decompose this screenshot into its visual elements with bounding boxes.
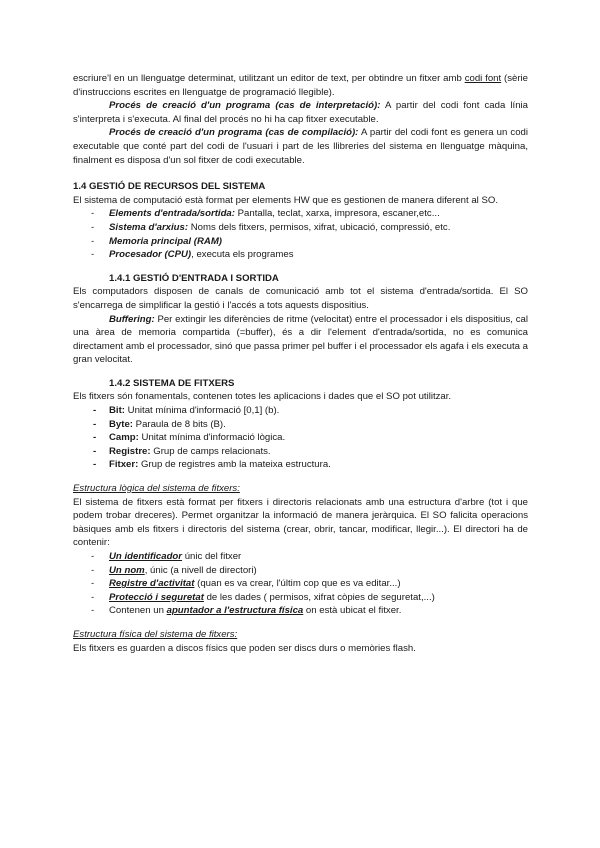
document-page: [73, 72, 528, 655]
item-label: Procesador (CPU): [109, 249, 192, 261]
intro-text: escriure'l en un llenguatge determinat, utilitzant un editor de text, per obtindre un fitxer amb: [73, 73, 465, 84]
item-label: Un identificador: [109, 551, 183, 562]
item-prefix: Contenen un: [109, 605, 167, 617]
bullet-marker: -: [93, 445, 97, 457]
resources-list: [73, 207, 528, 261]
dash-marker: -: [91, 564, 95, 576]
codi-font-term: codi font: [464, 73, 502, 84]
item-text: Unitat mínima d'informació lògica.: [138, 432, 286, 444]
list-item: [91, 550, 528, 564]
list-item: [91, 564, 528, 578]
file-units-list: [73, 404, 528, 472]
item-label: Memoria principal (RAM): [109, 235, 223, 247]
physical-structure-text: Els fitxers es guarden a discos físics que poden ser discs durs o memòries flash.: [73, 642, 416, 654]
item-text: Noms dels fitxers, permisos, xifrat, ubicació, compressió, etc.: [188, 221, 451, 233]
compilation-text: A partir del codi font es genera un codi executable que conté part del codi de l'usuari i part de les llibreries del sistema en llenguatge màquina, finalment es disposa d'un sol fitxer de codi executable.: [73, 127, 529, 166]
compilation-paragraph: [73, 126, 528, 167]
item-label: Byte:: [109, 418, 133, 430]
item-text: Grup de camps relacionats.: [150, 445, 271, 457]
item-text: Unitat mínima d'informació [0,1] (b).: [124, 405, 280, 417]
bullet-marker: -: [93, 405, 97, 417]
buffering-label: Buffering:: [109, 313, 155, 325]
dash-marker: -: [91, 249, 95, 261]
list-item: [91, 591, 528, 605]
logical-structure-heading: Estructura lògica del sistema de fitxers:: [73, 483, 240, 495]
item-text: on està ubicat el fitxer.: [303, 605, 402, 617]
item-label: Registre d'activitat: [109, 578, 195, 590]
dash-marker: -: [91, 578, 95, 590]
list-item: [91, 248, 528, 262]
item-label: apuntador a l'estructura física: [166, 605, 304, 617]
item-text: (quan es va crear, l'últim cop que es va editar...): [194, 578, 401, 590]
list-item: [91, 431, 528, 445]
intro-text-end: (sèrie d'instruccions escrites en llenguatge de programació llegible).: [73, 73, 528, 98]
item-text: Paraula de 8 bits (B).: [133, 418, 226, 430]
intro-paragraph: [73, 72, 528, 99]
section-1-4-1-heading: 1.4.1 GESTIÓ D'ENTRADA I SORTIDA: [109, 272, 279, 284]
dash-marker: -: [91, 551, 95, 562]
interpretation-label: Procés de creació d'un programa (cas de interpretació):: [109, 100, 381, 112]
section-1-4-heading: 1.4 GESTIÓ DE RECURSOS DEL SISTEMA: [73, 181, 266, 193]
list-item: [91, 404, 528, 418]
compilation-label: Procés de creació d'un programa (cas de compilació):: [109, 127, 359, 139]
item-text: , executa els programes: [191, 249, 294, 261]
list-item: [91, 577, 528, 591]
dash-marker: -: [91, 221, 95, 233]
buffering-paragraph: [73, 313, 528, 367]
interpretation-paragraph: [73, 99, 528, 126]
buffering-text: Per extingir les diferències de ritme (velocitat) entre el processador i els dispositius, cal una àrea de memoria compartida (=buffer), és a dir l'element d'entrada/sortida, no es comunica directament amb el processador, sinó que passa primer pel buffer i el processador els agafa i els executa a gran velocitat.: [73, 313, 528, 366]
list-item: [91, 418, 528, 432]
item-label: Fitxer:: [109, 459, 139, 471]
bullet-marker: -: [93, 432, 97, 444]
item-label: Protecció i seguretat: [109, 591, 204, 603]
dash-marker: -: [91, 235, 95, 247]
item-text: , únic (a nivell de directori): [144, 564, 257, 576]
item-label: Sistema d'arxius:: [109, 221, 189, 233]
list-item: [91, 235, 528, 249]
item-label: Registre:: [109, 445, 151, 457]
list-item: [91, 221, 528, 235]
dash-marker: -: [91, 605, 95, 617]
item-text: Grup de registres amb la mateixa estructura.: [138, 459, 331, 471]
interpretation-text: A partir del codi font cada línia s'interpreta i s'executa. Al final del procés no hi ha cap fitxer executable.: [73, 100, 528, 125]
bullet-marker: -: [93, 459, 97, 471]
item-label: Un nom: [109, 564, 145, 576]
logical-structure-text: El sistema de fitxers està format per fitxers i directoris relacionats amb una estructura d'arbre (tot i que podem trobar dreceres). Permet organitzar la informació de manera jeràrquica. El SO falicita operacions bàsiques amb els fitxers i directoris del sistema (crear, obrir, tancar, modificar, llegir...). El directori ha de contenir:: [73, 496, 528, 549]
item-label: Camp:: [109, 432, 139, 444]
directory-contents-list: [73, 550, 528, 618]
list-item: [91, 207, 528, 221]
item-label: Bit:: [109, 405, 125, 417]
item-text: únic del fitxer: [182, 551, 242, 562]
section-1-4-1-text: Els computadors disposen de canals de comunicació amb tot el sistema d'entrada/sortida. El SO s'encarrega de simplificar la gestió i l'accés a tots aquests dispositius.: [73, 286, 528, 311]
dash-marker: -: [91, 208, 95, 220]
item-text: de les dades ( permisos, xifrat còpies de seguretat,...): [203, 591, 435, 603]
spacer: [73, 618, 528, 628]
list-item: [91, 445, 528, 459]
list-item: [91, 458, 528, 472]
section-1-4-2-heading: 1.4.2 SISTEMA DE FITXERS: [109, 377, 235, 389]
bullet-marker: -: [93, 418, 97, 430]
item-label: Elements d'entrada/sortida:: [109, 208, 235, 220]
item-text: Pantalla, teclat, xarxa, impresora, escaner,etc...: [234, 208, 440, 220]
section-1-4-text: El sistema de computació està format per elements HW que es gestionen de manera diferent al SO.: [73, 194, 499, 206]
section-1-4-2-text: Els fitxers són fonamentals, contenen totes les aplicacions i dades que el SO pot utilitzar.: [73, 391, 452, 403]
list-item: [91, 604, 528, 618]
spacer: [73, 472, 528, 482]
dash-marker: -: [91, 591, 95, 603]
physical-structure-heading: Estructura física del sistema de fitxers:: [73, 628, 238, 640]
